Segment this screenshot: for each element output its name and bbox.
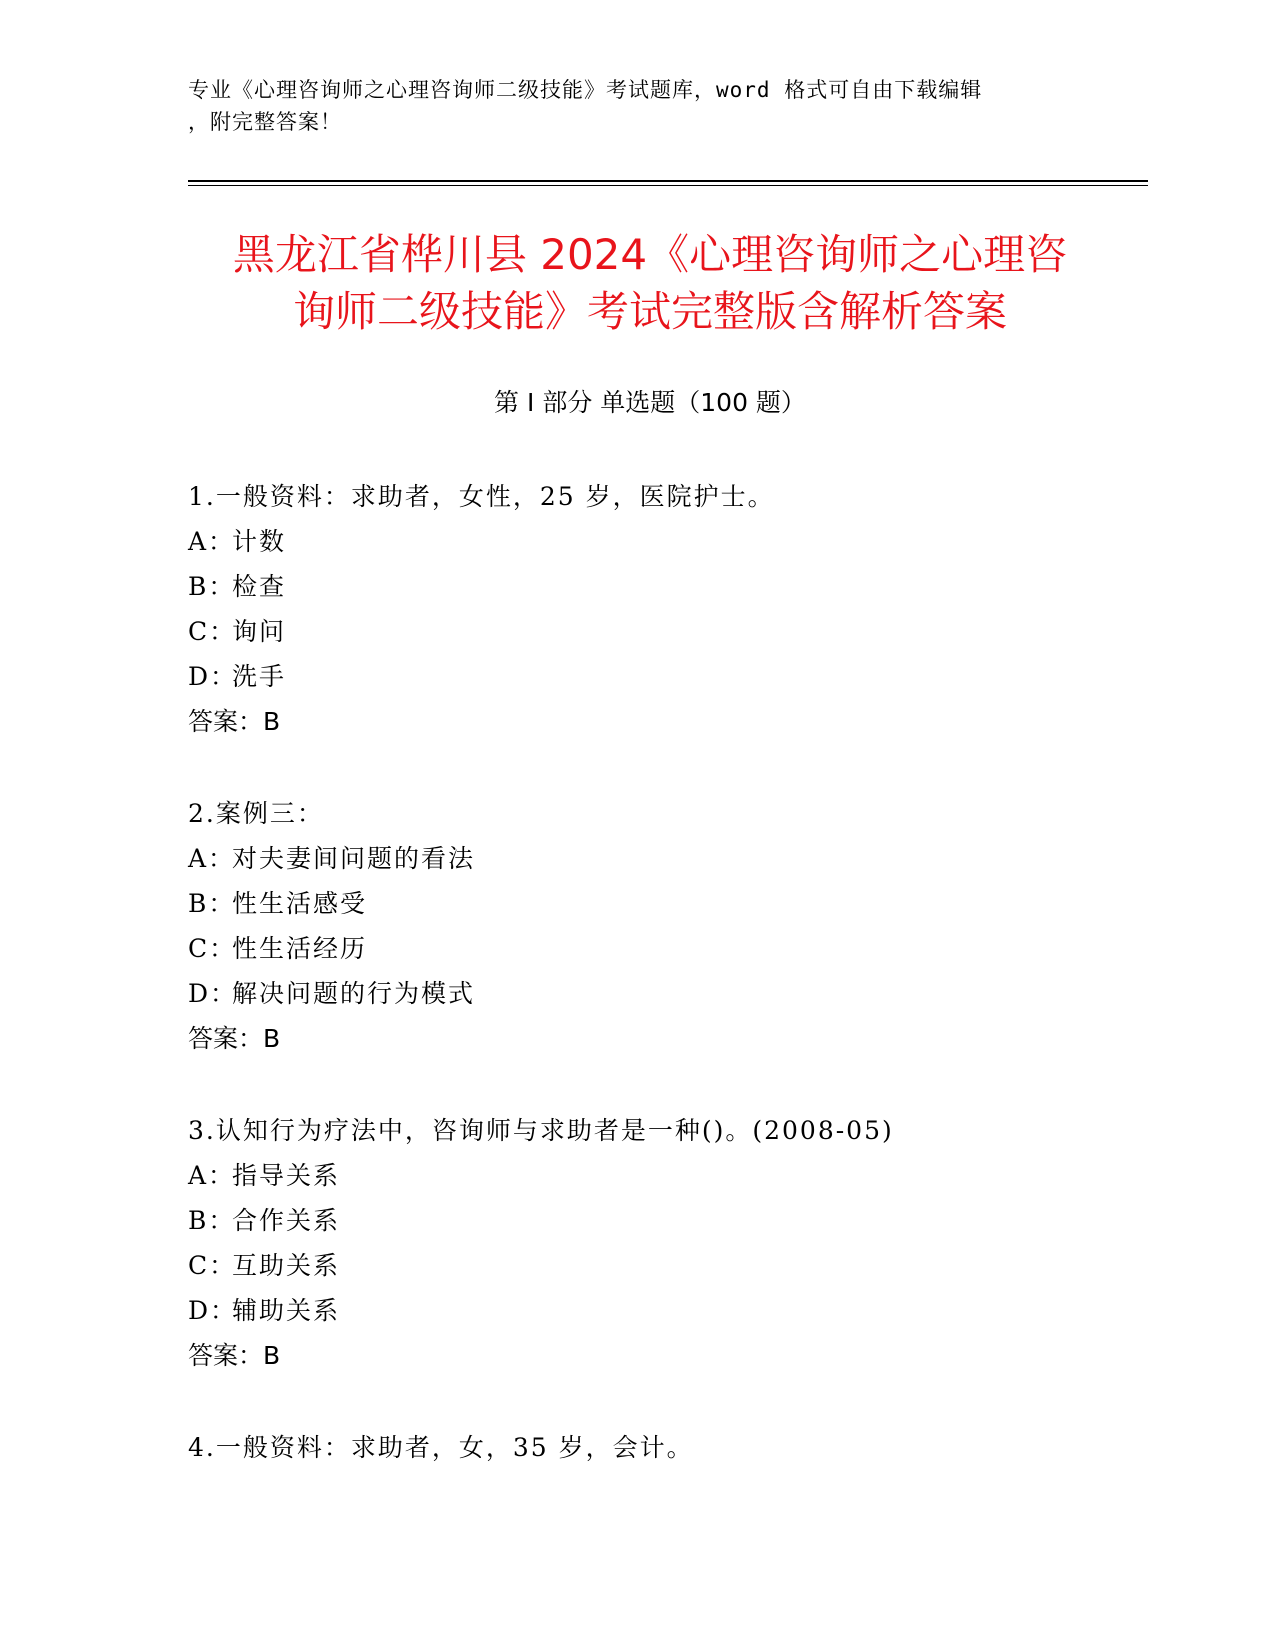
header-note-line-2: ，附完整答案！ (188, 110, 342, 134)
option-c (188, 609, 1148, 654)
option-key: D： (188, 1296, 238, 1325)
question-stem: 1.一般资料：求助者，女性，25 岁，医院护士。 (188, 482, 775, 511)
header-note-line-1: 专业《心理咨询师之心理咨询师二级技能》考试题库，word 格式可自由下载编辑 (188, 78, 983, 102)
option-text: 辅助关系 (232, 1296, 341, 1325)
option-a (188, 519, 1148, 564)
option-a (188, 1153, 1148, 1198)
option-text: 性生活感受 (232, 889, 368, 918)
question-stem: 4.一般资料：求助者，女，35 岁，会计。 (188, 1433, 694, 1462)
option-b (188, 881, 1148, 926)
option-key: C： (188, 617, 237, 646)
question-stem: 3.认知行为疗法中，咨询师与求助者是一种()。(2008-05) (188, 1116, 894, 1145)
question-list (188, 474, 1148, 1517)
document-title (150, 226, 1150, 340)
option-text: 询问 (232, 617, 287, 646)
option-key: A： (188, 1161, 236, 1190)
option-text: 洗手 (232, 662, 287, 691)
option-d (188, 654, 1148, 699)
option-key: D： (188, 662, 238, 691)
question-stem: 2.案例三： (188, 799, 324, 828)
option-d (188, 971, 1148, 1016)
document-title-line-2: 询师二级技能》考试完整版含解析答案 (292, 287, 1007, 336)
option-key: B： (188, 1206, 236, 1235)
option-text: 检查 (232, 572, 287, 601)
option-text: 指导关系 (232, 1161, 341, 1190)
document-title-line-1: 黑龙江省桦川县 2024《心理咨询师之心理咨 (232, 230, 1068, 279)
header-divider-thick (188, 180, 1148, 182)
question-4 (188, 1425, 1148, 1470)
option-text: 对夫妻间问题的看法 (232, 844, 476, 873)
answer-line: 答案：B (188, 1024, 281, 1053)
option-key: C： (188, 1251, 237, 1280)
answer-line: 答案：B (188, 707, 281, 736)
option-text: 互助关系 (232, 1251, 341, 1280)
header-divider-thin (188, 185, 1148, 186)
option-text: 解决问题的行为模式 (232, 979, 476, 1008)
question-1 (188, 474, 1148, 744)
option-key: C： (188, 934, 237, 963)
option-b (188, 564, 1148, 609)
option-key: B： (188, 572, 236, 601)
option-text: 合作关系 (232, 1206, 341, 1235)
option-text: 计数 (232, 527, 287, 556)
section-title: 第 I 部分 单选题（100 题） (494, 388, 806, 417)
header-note (188, 74, 1068, 138)
option-key: A： (188, 844, 236, 873)
option-key: B： (188, 889, 236, 918)
answer-line: 答案：B (188, 1341, 281, 1370)
option-key: D： (188, 979, 238, 1008)
option-d (188, 1288, 1148, 1333)
option-c (188, 1243, 1148, 1288)
option-text: 性生活经历 (232, 934, 368, 963)
option-c (188, 926, 1148, 971)
option-key: A： (188, 527, 236, 556)
question-3 (188, 1108, 1148, 1378)
option-b (188, 1198, 1148, 1243)
question-2 (188, 791, 1148, 1061)
option-a (188, 836, 1148, 881)
